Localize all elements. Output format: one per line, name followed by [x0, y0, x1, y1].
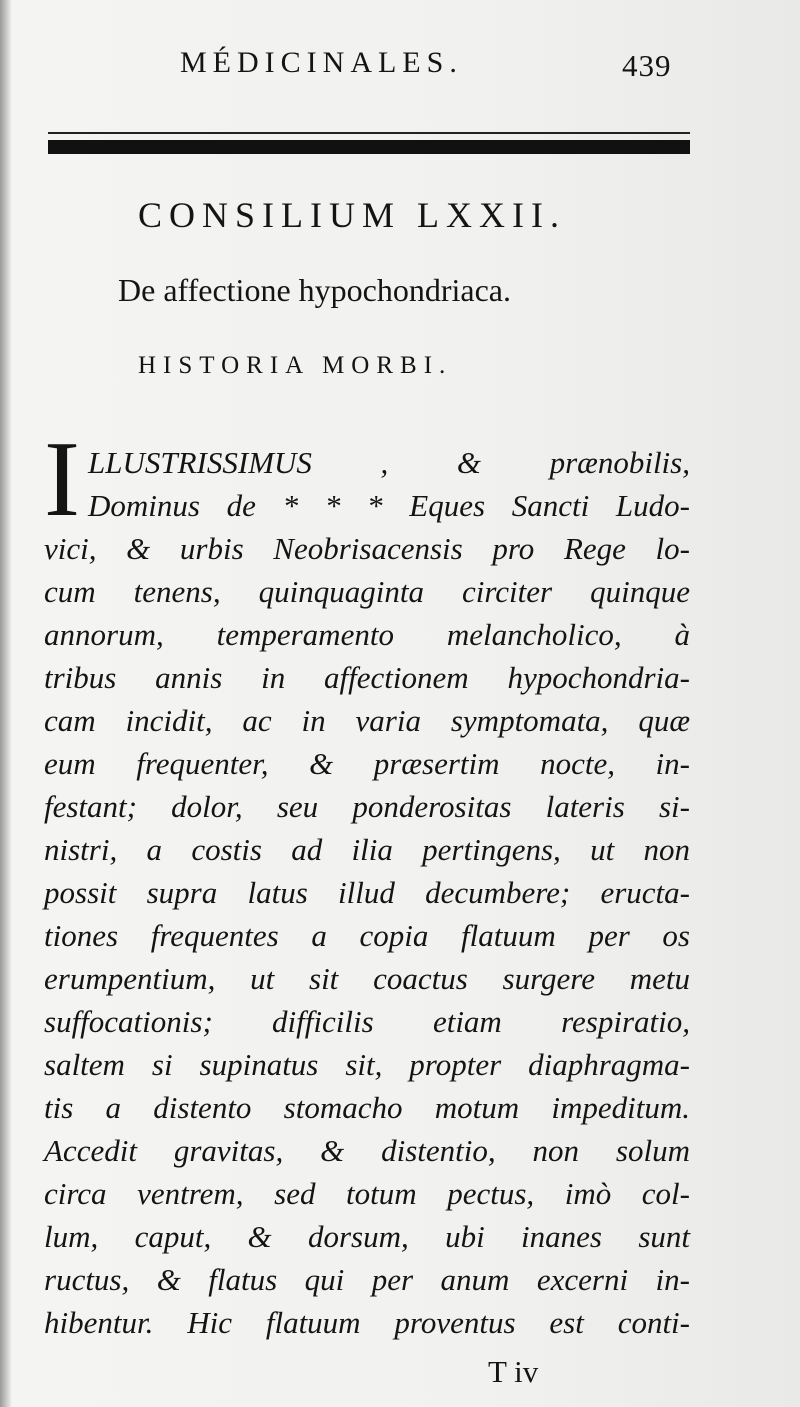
text-line: nistri, a costis ad ilia pertingens, ut non	[44, 832, 690, 867]
text-line: saltem si supinatus sit, propter diaphragma-	[44, 1047, 690, 1082]
text-line: annorum, temperamento melancholico, à	[44, 617, 690, 652]
text-line: erumpentium, ut sit coactus surgere metu	[44, 961, 690, 996]
section-heading: HISTORIA MORBI.	[138, 352, 453, 379]
text-line: hibentur. Hic flatuum proventus est conti-	[44, 1305, 690, 1340]
header-rule-thin	[48, 132, 690, 134]
catchword-signature: T iv	[488, 1354, 539, 1389]
text-line: cam incidit, ac in varia symptomata, quæ	[44, 703, 690, 738]
text-line: possit supra latus illud decumbere; eructa-	[44, 875, 690, 910]
text-line: LLUSTRISSIMUS , & prænobilis,	[88, 445, 690, 480]
chapter-title	[0, 194, 800, 236]
text-line: tiones frequentes a copia flatuum per os	[44, 918, 690, 953]
chapter-subtitle: De affectione hypochondriaca.	[118, 272, 511, 308]
text-line: suffocationis; difficilis etiam respiratio,	[44, 1004, 690, 1039]
text-line: tis a distento stomacho motum impeditum.	[44, 1090, 690, 1125]
text-line: lum, caput, & dorsum, ubi inanes sunt	[44, 1219, 690, 1254]
text-line: tribus annis in affectionem hypochondria-	[44, 660, 690, 695]
text-line: vici, & urbis Neobrisacensis pro Rege lo-	[44, 531, 690, 566]
text-line: cum tenens, quinquaginta circiter quinque	[44, 574, 690, 609]
page-number: 439	[622, 48, 672, 83]
text-line: ructus, & flatus qui per anum excerni in-	[44, 1262, 690, 1297]
chapter-title-text: CONSILIUM LXXII.	[138, 195, 566, 235]
running-head: MÉDICINALES.	[180, 46, 463, 79]
text-line: festant; dolor, seu ponderositas lateris si-	[44, 789, 690, 824]
text-line: circa ventrem, sed totum pectus, imò col-	[44, 1176, 690, 1211]
text-line: Accedit gravitas, & distentio, non solum	[44, 1133, 690, 1168]
header-rule	[48, 140, 690, 154]
text-line: Dominus de * * * Eques Sancti Ludo-	[88, 488, 690, 523]
drop-cap: I	[44, 420, 80, 539]
text-line: eum frequenter, & præsertim nocte, in-	[44, 746, 690, 781]
